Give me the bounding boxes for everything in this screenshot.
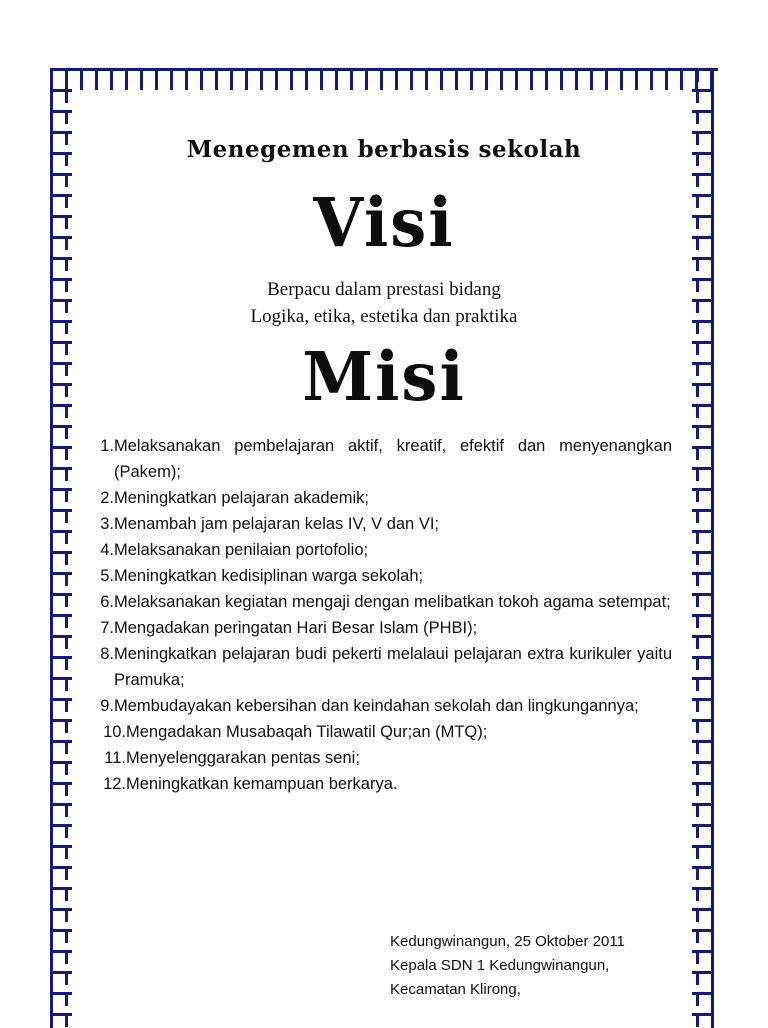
misi-heading: Misi [302,338,466,417]
visi-heading: Visi [313,184,455,263]
item-number: 8. [100,645,114,663]
list-item [84,433,672,485]
visi-statement [0,276,768,330]
list-item [84,537,672,563]
item-number: 9. [100,697,114,715]
list-item [84,615,672,641]
list-item [84,771,672,797]
item-number: 1. [100,437,114,455]
item-number: 7. [100,619,114,637]
page-title: Menegemen berbasis sekolah [186,136,582,163]
item-text: Menyelenggarakan pentas seni; [126,749,360,767]
signature-block [390,930,625,1002]
list-item [84,563,672,589]
list-item [84,719,672,745]
place-date: Kedungwinangun, 25 Oktober 2011 [390,933,625,950]
item-text: Melaksanakan kegiatan mengaji dengan melibatkan tokoh agama setempat; [114,593,671,611]
item-text: Mengadakan peringatan Hari Besar Islam (PHBI); [114,619,478,637]
item-number: 2. [100,489,114,507]
item-number: 12. [103,775,126,793]
item-text: Mengadakan Musabaqah Tilawatil Qur;an (MTQ); [126,723,488,741]
item-number: 11. [104,749,126,767]
visi-line: Berpacu dalam prestasi bidang [267,279,501,300]
misi-list [84,433,672,797]
list-item [84,589,672,615]
list-item [84,693,672,719]
list-item [84,745,672,771]
decorative-border-top [50,68,718,90]
list-item [84,511,672,537]
item-text: Meningkatkan pelajaran akademik; [114,489,369,507]
item-text: Meningkatkan kemampuan berkarya. [126,775,398,793]
visi-line: Logika, etika, estetika dan praktika [250,306,518,327]
signatory-district: Kecamatan Klirong, [390,981,521,998]
list-item [84,641,672,693]
item-number: 3. [100,515,114,533]
item-number: 10. [103,723,126,741]
signatory-position: Kepala SDN 1 Kedungwinangun, [390,957,610,974]
item-text: Meningkatkan kedisiplinan warga sekolah; [114,567,424,585]
list-item [84,485,672,511]
item-text: Meningkatkan pelajaran budi pekerti melalaui pelajaran extra kurikuler yaitu Pramuka; [114,645,672,689]
item-text: Menambah jam pelajaran kelas IV, V dan VI; [114,515,439,533]
item-text: Melaksanakan penilaian portofolio; [114,541,369,559]
item-text: Membudayakan kebersihan dan keindahan sekolah dan lingkungannya; [114,697,639,715]
item-number: 4. [100,541,114,559]
item-text: Melaksanakan pembelajaran aktif, kreatif, efektif dan menyenangkan (Pakem); [114,437,672,481]
item-number: 6. [100,593,114,611]
item-number: 5. [100,567,114,585]
